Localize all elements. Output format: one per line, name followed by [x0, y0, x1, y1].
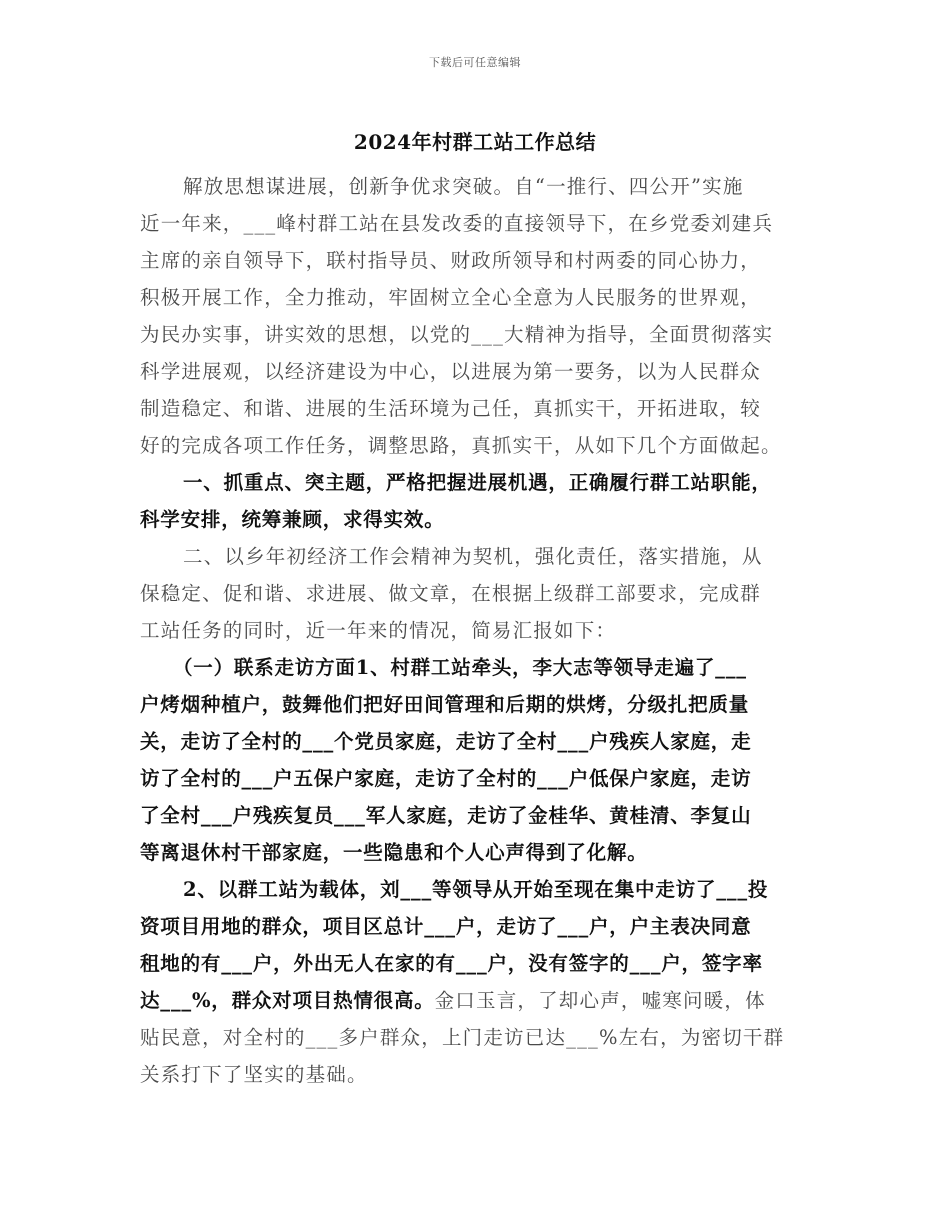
paragraph-line: 工站任务的同时，近一年来的情况，简易汇报如下： [140, 619, 617, 642]
paragraph-line: 科学进展观，以经济建设为中心，以进展为第一要务，以为人民群众 [140, 360, 762, 383]
section-heading-line: 科学安排，统筹兼顾，求得实效。 [140, 508, 445, 531]
bold-paragraph-line: 2、以群工站为载体，刘___等领导从开始至现在集中走访了___投 [183, 878, 769, 901]
paragraph-line: 二、以乡年初经济工作会精神为契机，强化责任，落实措施，从 [183, 545, 763, 568]
bold-paragraph-line: 了全村___户残疾复员___军人家庭，走访了金桂华、黄桂清、李复山 [140, 804, 752, 827]
bold-paragraph-line: 租地的有___户，外出无人在家的有___户，没有签字的___户，签字率 [140, 952, 763, 975]
paragraph-line: 积极开展工作，全力推动，牢固树立全心全意为人民服务的世界观， [140, 286, 762, 309]
document-body [140, 168, 820, 1093]
paragraph-line: 制造稳定、和谐、进展的生活环境为己任，真抓实干，开拓进取，较 [140, 397, 762, 420]
paragraph-line: 保稳定、促和谐、求进展、做文章，在根据上级群工部要求，完成群 [140, 582, 762, 605]
regular-segment: 金口玉言，了却心声，嘘寒问暖，体 [434, 989, 766, 1012]
paragraph-line: 关系打下了坚实的基础。 [140, 1063, 368, 1086]
header-note: 下载后可任意编辑 [429, 56, 521, 69]
section-heading-line: 一、抓重点、突主题，严格把握进展机遇，正确履行群工站职能， [183, 471, 772, 494]
bold-paragraph-line: 等离退休村干部家庭，一些隐患和个人心声得到了化解。 [140, 841, 648, 864]
bold-paragraph-line: 访了全村的___户五保户家庭，走访了全村的___户低保户家庭，走访 [140, 767, 752, 790]
bold-paragraph-line: 户烤烟种植户，鼓舞他们把好田间管理和后期的烘烤，分级扎把质量 [140, 693, 750, 716]
bold-segment: 达___%，群众对项目热情很高。 [140, 989, 435, 1012]
paragraph-line: 近一年来，___峰村群工站在县发改委的直接领导下，在乡党委刘建兵 [140, 212, 774, 235]
document-title: 2024年村群工站工作总结 [353, 130, 597, 154]
bold-paragraph-line: 资项目用地的群众，项目区总计___户，走访了___户，户主表决同意 [140, 915, 752, 938]
paragraph-line: 贴民意，对全村的___多户群众，上门走访已达___%左右，为密切干群 [140, 1026, 785, 1049]
bold-paragraph-line: （一）联系走访方面1、村群工站牵头，李大志等领导走遍了___ [173, 656, 747, 679]
paragraph-line: 为民办实事，讲实效的思想，以党的___大精神为指导，全面贯彻落实 [140, 323, 774, 346]
paragraph-line: 主席的亲自领导下，联村指导员、财政所领导和村两委的同心协力， [140, 249, 762, 272]
paragraph-line: 解放思想谋进展，创新争优求突破。自“一推行、四公开”实施 [183, 175, 744, 198]
bold-paragraph-line: 关，走访了全村的___个党员家庭，走访了全村___户残疾人家庭，走 [140, 730, 752, 753]
mixed-paragraph-line [140, 982, 820, 1019]
paragraph-line: 好的完成各项工作任务，调整思路，真抓实干，从如下几个方面做起。 [140, 434, 782, 457]
